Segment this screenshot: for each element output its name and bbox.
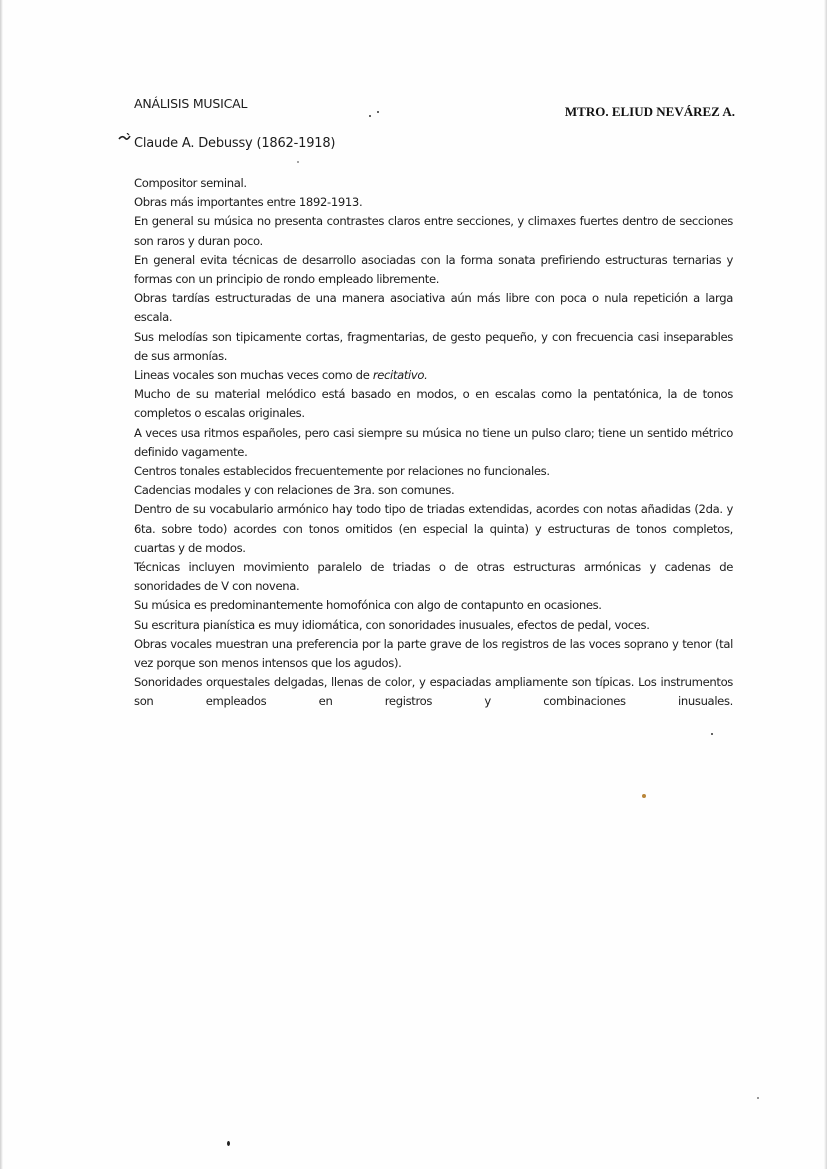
scan-speck — [369, 115, 371, 117]
vocal-lines-text: Lineas vocales son muchas veces como de — [134, 368, 373, 383]
paragraph: Centros tonales establecidos frecuentemente por relaciones no funcionales. — [134, 464, 550, 479]
paragraph: Sonoridades orquestales delgadas, llenas de color, y espaciadas ampliamente son típicas. Los instrumentos son empleados en registros y combinaciones inusuales. — [134, 675, 733, 709]
scan-speck — [642, 794, 646, 798]
course-title: ANÁLISIS MUSICAL — [134, 96, 248, 111]
scan-edge-left — [0, 0, 3, 1169]
paragraph: Cadencias modales y con relaciones de 3ra. son comunes. — [134, 483, 455, 498]
paragraph-vocal-lines — [134, 366, 733, 385]
pen-mark-icon — [118, 133, 132, 145]
paragraph: Su escritura pianística es muy idiomática, con sonoridades inusuales, efectos de pedal, voces. — [134, 617, 650, 632]
instructor-name: MTRO. ELIUD NEVÁREZ A. — [564, 104, 735, 119]
paragraph: Obras tardías estructuradas de una manera asociativa aún más libre con poca o nula repetición a larga escala. — [134, 291, 733, 325]
scan-speck — [297, 161, 299, 163]
recitativo-emphasis: recitativo. — [372, 368, 428, 383]
scan-speck — [227, 1141, 230, 1146]
paragraph: En general evita técnicas de desarrollo asociadas con la forma sonata prefiriendo estructuras ternarias y formas con un principio de rondo empleado libremente. — [134, 252, 733, 287]
paragraph: Técnicas incluyen movimiento paralelo de triadas o de otras estructuras armónicas y cadenas de sonoridades de V con novena. — [134, 560, 733, 594]
paragraph: Compositor seminal. — [134, 176, 247, 190]
paragraph: Obras más importantes entre 1892-1913. — [134, 195, 363, 210]
composer-heading: Claude A. Debussy (1862-1918) — [134, 136, 336, 151]
paragraph: Sus melodías son tipicamente cortas, fragmentarias, de gesto pequeño, y con frecuencia casi inseparables de sus armonías. — [134, 329, 733, 363]
paragraph: A veces usa ritmos españoles, pero casi siempre su música no tiene un pulso claro; tiene un sentido métrico definido vagamente. — [134, 425, 733, 459]
paragraph: En general su música no presenta contrastes claros entre secciones, y climaxes fuertes dentro de secciones son raros y duran poco. — [134, 214, 733, 248]
scan-speck — [377, 111, 379, 113]
scan-speck — [757, 1097, 759, 1099]
analysis-body — [134, 174, 733, 712]
paragraph: Su música es predominantemente homofónica con algo de contapunto en ocasiones. — [134, 598, 602, 613]
paragraph: Mucho de su material melódico está basado en modos, o en escalas como la pentatónica, la de tonos completos o escalas originales. — [134, 387, 733, 421]
paragraph: Dentro de su vocabulario armónico hay todo tipo de triadas extendidas, acordes con notas añadidas (2da. y 6ta. sobre todo) acordes con tonos omitidos (en especial la quinta) y estructuras de tonos completos, cuartas y de modos. — [134, 502, 733, 555]
paragraph: Obras vocales muestran una preferencia por la parte grave de los registros de las voces soprano y tenor (tal vez porque son menos intensos que los agudos). — [134, 636, 733, 671]
scan-speck — [711, 733, 713, 735]
